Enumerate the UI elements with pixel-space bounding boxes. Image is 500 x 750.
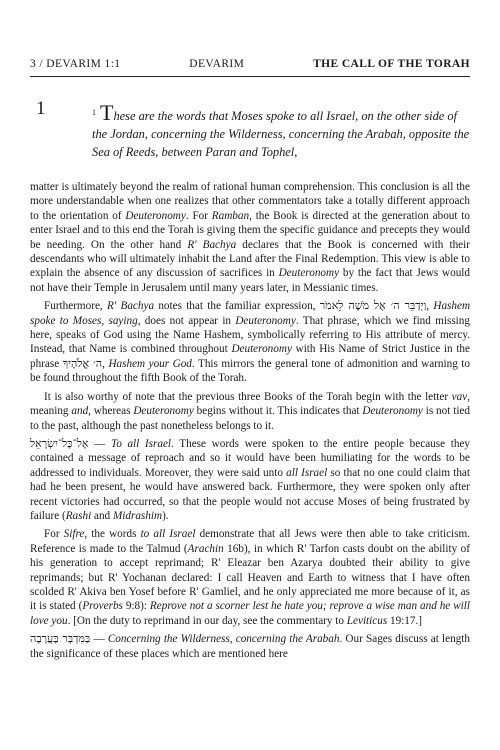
text-run: by the fact that Jews would not have their Temple in Jerusalem until many years later, in Messianic times. [30,267,470,294]
book-title: Leviticus [346,614,388,627]
text-run: — [88,437,112,450]
source-name: Rashi [65,509,92,522]
source-name: Sifre [63,528,85,541]
verse-text [92,100,470,161]
commentary-paragraph [30,527,470,628]
text-run: , [426,300,434,313]
text-run: matter is ultimately beyond the realm of rational human comprehension. This conclusion is all the more understandable when one realizes that other commentators take a totally different approach to the orientation of [30,181,470,222]
book-title: Deuteronomy [235,314,296,327]
text-run: begins without it. This indicates that [193,405,363,418]
text-run: , the Book is directed at the generation about to enter Israel and to this end the Torah is giving them the specific guidance and precepts they would be needing. On the other hand [30,209,471,251]
verse-block [30,92,470,173]
commentator-name: Ramban [211,209,250,222]
text-run: Furthermore, [44,300,107,313]
text-run: — [90,633,108,646]
lemma-translation: To all Israel [111,437,172,450]
book-title: Deuteronomy [125,209,186,222]
text-run: It is also worthy of note that the previous three Books of the Torah begin with the letter [44,390,452,403]
chapter-number: 1 [36,98,46,119]
commentary [30,180,470,665]
text-run: notes that the familiar expression, [154,300,320,313]
header-section-title: THE CALL OF THE TORAH [313,58,470,70]
term: all Israel [286,466,328,479]
text-run: . [On the duty to reprimand in our day, see the commentary to [67,614,347,627]
commentator-name: R' Bachya [107,300,155,313]
book-title: Deuteronomy [133,405,194,418]
hebrew-lemma: אֶל־כָּל־יִשְׂרָאֵל [30,436,89,450]
text-run: . Our Sages discuss at length the significance of these places which are mentioned here [30,633,471,660]
commentary-paragraph [30,390,470,433]
text-run: ). [162,509,169,522]
term: and [71,405,89,418]
quotation: Reprove not a scorner lest he hate you; reprove a wise man and he will love you [30,600,470,627]
text-run: , does not appear in [137,314,236,327]
commentary-paragraph [30,299,470,385]
text-run: 9:8): [122,600,150,613]
book-title: Deuteronomy [278,267,340,280]
text-run: . These words were spoken to the entire people because they contained a message of reproach and so it would have been humiliating for the words to be addressed to individuals. Moreover, they were said unto [30,437,470,479]
header-page-ref: 3 / DEVARIM 1:1 [30,58,121,70]
text-run: declares that the Book is concerned with their descendants who will ultimately inhabit the Land after the Final Redemption. This view is able to explain the absence of any discussion of sacrifices in [30,238,470,280]
hebrew-phrase: ה׳ אֱלֹהֶיךָ [62,356,103,370]
book-title: Deuteronomy [231,343,292,356]
source-name: Midrashim [112,509,163,522]
text-run: so that no one could claim that had he been present, he would have answered back. Furthermore, they were spoken only after recent victories had occurred, so that the people would not accuse Moses of being frustrated by failure ( [30,466,471,522]
text-run: 16b), in which R' Tarfon casts doubt on the ability of his generation to accept reprimand; R' Eleazar ben Azarya doubted their ability to give reprimands; but R' Yochanan declared: I call Heaven and Earth to witness that I have often scolded R' Akiva ben Yosef before R' Gamliel, and he only appreciated me more because of it, as it is stated ( [30,542,470,613]
text-run: For [44,528,64,541]
source-name: Arachin [187,542,224,555]
text-run: is not tied to the past, although the past nonetheless belongs to it. [30,405,470,432]
source-name: Proverbs [82,600,123,613]
text-run: , [102,357,109,370]
book-title: Deuteronomy [362,405,423,418]
commentator-name: R' Bachya [187,238,237,251]
commentary-paragraph [30,180,470,295]
hebrew-phrase: וַיְדַבֵּר ה׳ אֶל מֹשֶׁה לֵאמֹר [319,299,427,313]
text-run: , whereas [88,405,134,418]
text-run: demonstrate that all Jews were then able to take criticism. Reference is made to the Talmud ( [30,528,470,555]
header-rule [30,76,470,77]
text-run: , meaning [30,390,470,418]
commentary-paragraph [30,437,470,523]
text-run: . That phrase, which we find missing here, speaks of God using the Name Hashem, symbolically referring to His attribute of mercy. Instead, that Name is combined throughout [30,314,470,356]
hebrew-lemma: בַּמִּדְבָּר בָּעֲרָבָה [30,632,91,646]
text-run: with His Name of Strict Justice in the phrase [30,343,470,370]
text-run: . For [185,209,212,222]
header-book-name: DEVARIM [189,58,245,70]
term: to all Israel [140,528,196,541]
verse-body: hese are the words that Moses spoke to all Israel, on the other side of the Jordan, concerning the Wilderness, concerning the Arabah, opposite the Sea of Reeds, between Paran and Tophel, [92,109,470,159]
commentary-paragraph [30,632,470,661]
text-run: and [91,509,113,522]
lemma-translation: Concerning the Wilderness, concerning the Arabah [107,633,340,646]
text-run: 19:17.] [387,614,423,627]
text-run: , the words [84,528,141,541]
verse-dropcap: T [100,100,114,126]
term: vav [451,390,468,403]
text-run: . This mirrors the general tone of admonition and warning to be found throughout the fifth Book of the Torah. [30,357,470,385]
verse-number: 1 [92,108,96,118]
translation: Hashem spoke to Moses, saying [30,300,471,327]
running-header [30,58,470,70]
translation: Hashem your God [108,357,192,370]
